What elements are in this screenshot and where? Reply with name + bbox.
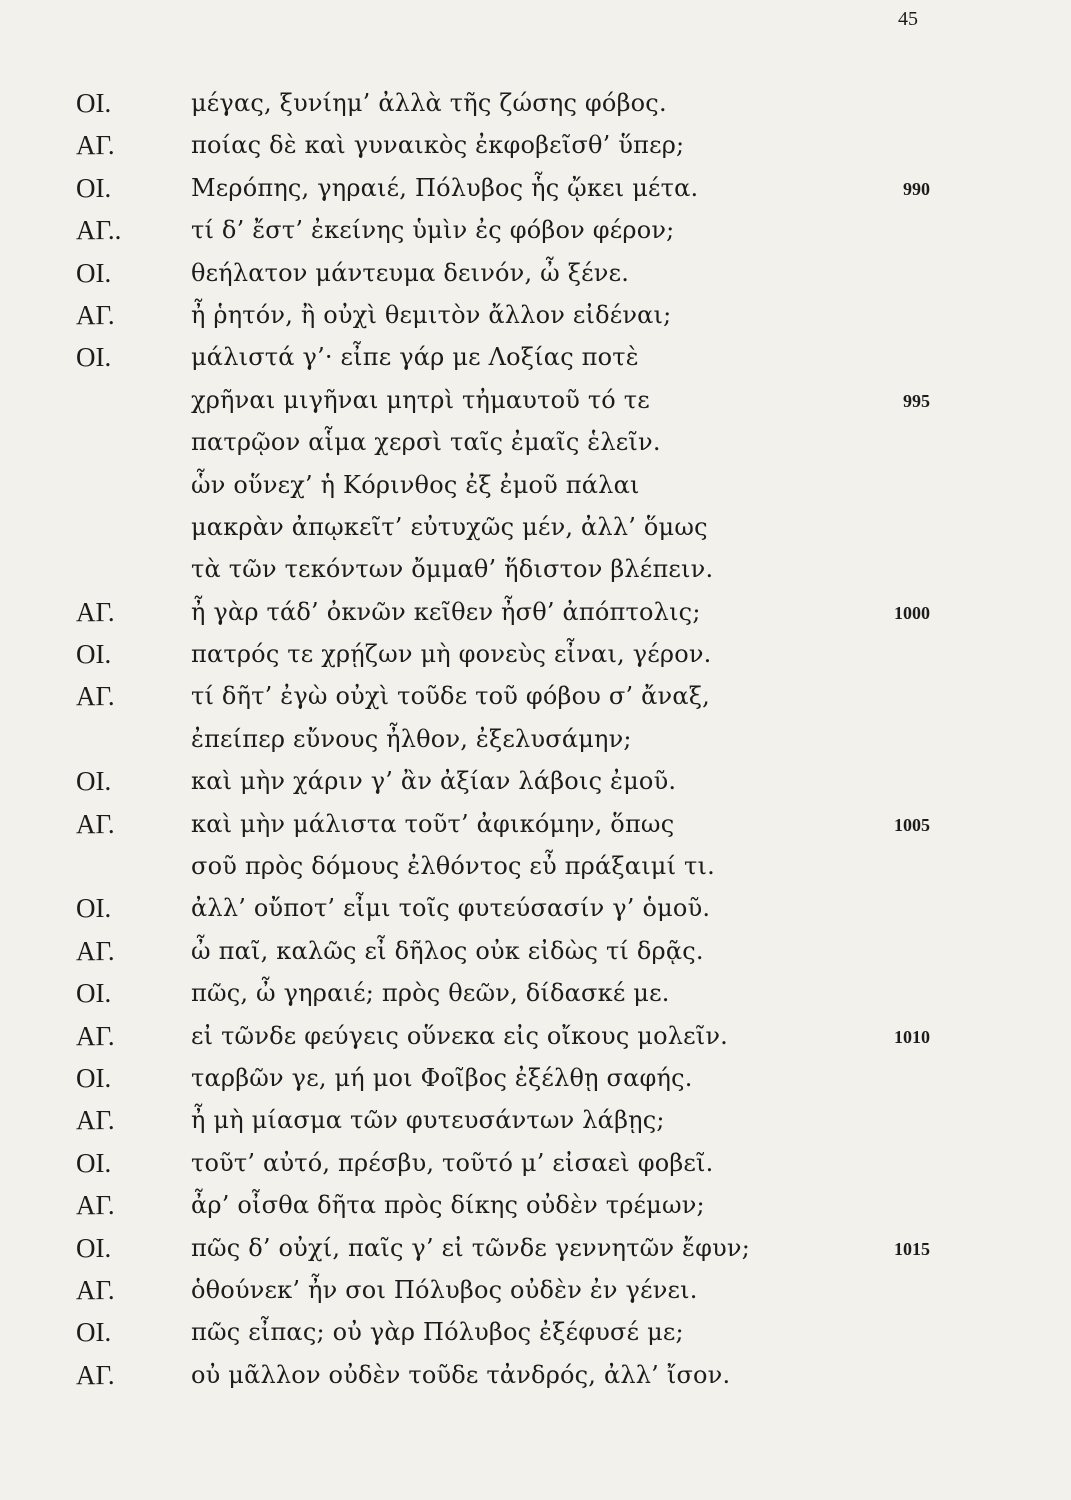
verse-line xyxy=(0,336,1071,378)
verse-text: καὶ μὴν χάριν γ’ ἂν ἀξίαν λάβοις ἐμοῦ. xyxy=(191,767,677,796)
speaker-label: ΟΙ. xyxy=(76,1062,112,1093)
verse-line xyxy=(0,1099,1071,1141)
verse-text: ἀλλ’ οὔποτ’ εἶμι τοῖς φυτεύσασίν γ’ ὁμοῦ. xyxy=(191,894,711,923)
verse-line xyxy=(0,675,1071,717)
speaker-label: ΑΓ. xyxy=(76,1190,115,1221)
verse-text: ἆρ’ οἶσθα δῆτα πρὸς δίκης οὐδὲν τρέμων; xyxy=(191,1191,705,1220)
verse-text: ὦ παῖ, καλῶς εἶ δῆλος οὐκ εἰδὼς τί δρᾷς. xyxy=(191,936,704,965)
verse-line xyxy=(0,718,1071,760)
verse-text: ὧν οὕνεχ’ ἡ Κόρινθος ἐξ ἐμοῦ πάλαι xyxy=(191,470,640,499)
verse-text: ἦ μὴ μίασμα τῶν φυτευσάντων λάβῃς; xyxy=(191,1106,665,1135)
speaker-label: ΑΓ. xyxy=(76,299,115,330)
verse-line xyxy=(0,887,1071,929)
speaker-label: ΑΓ. xyxy=(76,935,115,966)
speaker-label: ΑΓ. xyxy=(76,130,115,161)
verse-line xyxy=(0,1354,1071,1396)
verse-text: Μερόπης, γηραιέ, Πόλυβος ἧς ᾤκει μέτα. xyxy=(191,173,699,202)
verse-text: τὰ τῶν τεκόντων ὄμμαθ’ ἥδιστον βλέπειν. xyxy=(191,555,714,584)
speaker-label: ΟΙ. xyxy=(76,1232,112,1263)
verse-text: μέγας, ξυνίημ’ ἀλλὰ τῆς ζώσης φόβος. xyxy=(191,89,667,117)
verse-line xyxy=(0,548,1071,590)
verse-line xyxy=(0,633,1071,675)
verse-text: πῶς δ’ οὐχί, παῖς γ’ εἰ τῶνδε γεννητῶν ἔφυν; xyxy=(191,1233,751,1262)
verse-text: τοῦτ’ αὐτό, πρέσβυ, τοῦτό μ’ εἰσαεὶ φοβεῖ. xyxy=(191,1148,714,1177)
speaker-label: ΑΓ. xyxy=(76,1105,115,1136)
verse-line xyxy=(0,1057,1071,1099)
verse-line xyxy=(0,506,1071,548)
verse-line xyxy=(0,379,1071,421)
speaker-label: ΟΙ. xyxy=(76,766,112,797)
line-number: 1005 xyxy=(894,814,930,835)
verse-line xyxy=(0,124,1071,166)
speaker-label: ΑΓ. xyxy=(76,596,115,627)
verse-text: ὁθούνεκ’ ἦν σοι Πόλυβος οὐδὲν ἐν γένει. xyxy=(191,1275,698,1304)
verse-line xyxy=(0,209,1071,251)
speaker-label: ΟΙ. xyxy=(76,978,112,1009)
verse-text: θεήλατον μάντευμα δεινόν, ὦ ξένε. xyxy=(191,258,630,287)
verse-text: πατρός τε χρῄζων μὴ φονεὺς εἶναι, γέρον. xyxy=(191,640,712,669)
speaker-label: ΟΙ. xyxy=(76,257,112,288)
speaker-label: ΟΙ. xyxy=(76,172,112,203)
verse-line xyxy=(0,82,1071,124)
verse-text: ἦ γὰρ τάδ’ ὀκνῶν κεῖθεν ἦσθ’ ἀπόπτολις; xyxy=(191,597,701,626)
verse-text: καὶ μὴν μάλιστα τοῦτ’ ἀφικόμην, ὅπως xyxy=(191,809,675,838)
verse-text: πῶς εἶπας; οὐ γὰρ Πόλυβος ἐξέφυσέ με; xyxy=(191,1318,684,1347)
speaker-label: ΑΓ.. xyxy=(76,215,122,246)
page-number: 45 xyxy=(898,8,918,30)
verse-text: σοῦ πρὸς δόμους ἐλθόντος εὖ πράξαιμί τι. xyxy=(191,852,715,881)
verse-block xyxy=(0,82,1071,1396)
verse-text: χρῆναι μιγῆναι μητρὶ τἠμαυτοῦ τό τε xyxy=(191,385,650,414)
verse-text: ταρβῶν γε, μή μοι Φοῖβος ἐξέλθῃ σαφής. xyxy=(191,1063,693,1092)
verse-text: ἐπείπερ εὔνους ἦλθον, ἐξελυσάμην; xyxy=(191,724,632,753)
verse-line xyxy=(0,1184,1071,1226)
speaker-label: ΑΓ. xyxy=(76,1020,115,1051)
line-number: 995 xyxy=(903,390,930,411)
speaker-label: ΟΙ. xyxy=(76,88,112,118)
speaker-label: ΟΙ. xyxy=(76,639,112,670)
verse-line xyxy=(0,421,1071,463)
speaker-label: ΑΓ. xyxy=(76,1274,115,1305)
line-number: 1000 xyxy=(894,602,930,623)
line-number: 990 xyxy=(903,178,930,199)
speaker-label: ΟΙ. xyxy=(76,1147,112,1178)
verse-line xyxy=(0,1142,1071,1184)
verse-text: πῶς, ὦ γηραιέ; πρὸς θεῶν, δίδασκέ με. xyxy=(191,979,670,1008)
verse-line xyxy=(0,294,1071,336)
verse-line xyxy=(0,760,1071,802)
verse-line xyxy=(0,464,1071,506)
verse-line xyxy=(0,1227,1071,1269)
speaker-label: ΑΓ. xyxy=(76,681,115,712)
verse-text: ἦ ῥητόν, ἢ οὐχὶ θεμιτὸν ἄλλον εἰδέναι; xyxy=(191,300,672,329)
line-number: 1015 xyxy=(894,1238,930,1259)
verse-line xyxy=(0,591,1071,633)
verse-line xyxy=(0,845,1071,887)
speaker-label: ΑΓ. xyxy=(76,1359,115,1390)
verse-text: τί δῆτ’ ἐγὼ οὐχὶ τοῦδε τοῦ φόβου σ’ ἄναξ, xyxy=(191,682,710,711)
verse-line xyxy=(0,1015,1071,1057)
verse-line xyxy=(0,167,1071,209)
speaker-label: ΟΙ. xyxy=(76,342,112,373)
verse-line xyxy=(0,803,1071,845)
verse-line xyxy=(0,972,1071,1014)
verse-text: οὐ μᾶλλον οὐδὲν τοῦδε τἀνδρός, ἀλλ’ ἴσον. xyxy=(191,1360,731,1389)
verse-text: μακρὰν ἀπῳκεῖτ’ εὐτυχῶς μέν, ἀλλ’ ὅμως xyxy=(191,512,708,541)
verse-text: μάλιστά γ’· εἶπε γάρ με Λοξίας ποτὲ xyxy=(191,343,639,372)
speaker-label: ΟΙ. xyxy=(76,1317,112,1348)
verse-text: εἰ τῶνδε φεύγεις οὕνεκα εἰς οἴκους μολεῖν. xyxy=(191,1021,729,1050)
verse-text: πατρῷον αἷμα χερσὶ ταῖς ἐμαῖς ἑλεῖν. xyxy=(191,428,661,457)
verse-text: ποίας δὲ καὶ γυναικὸς ἐκφοβεῖσθ’ ὕπερ; xyxy=(191,131,685,160)
verse-line xyxy=(0,930,1071,972)
line-number: 1010 xyxy=(894,1026,930,1047)
verse-line xyxy=(0,1311,1071,1353)
verse-text: τί δ’ ἔστ’ ἐκείνης ὑμὶν ἐς φόβον φέρον; xyxy=(191,216,675,245)
verse-line xyxy=(0,252,1071,294)
speaker-label: ΟΙ. xyxy=(76,893,112,924)
verse-line xyxy=(0,1269,1071,1311)
speaker-label: ΑΓ. xyxy=(76,808,115,839)
